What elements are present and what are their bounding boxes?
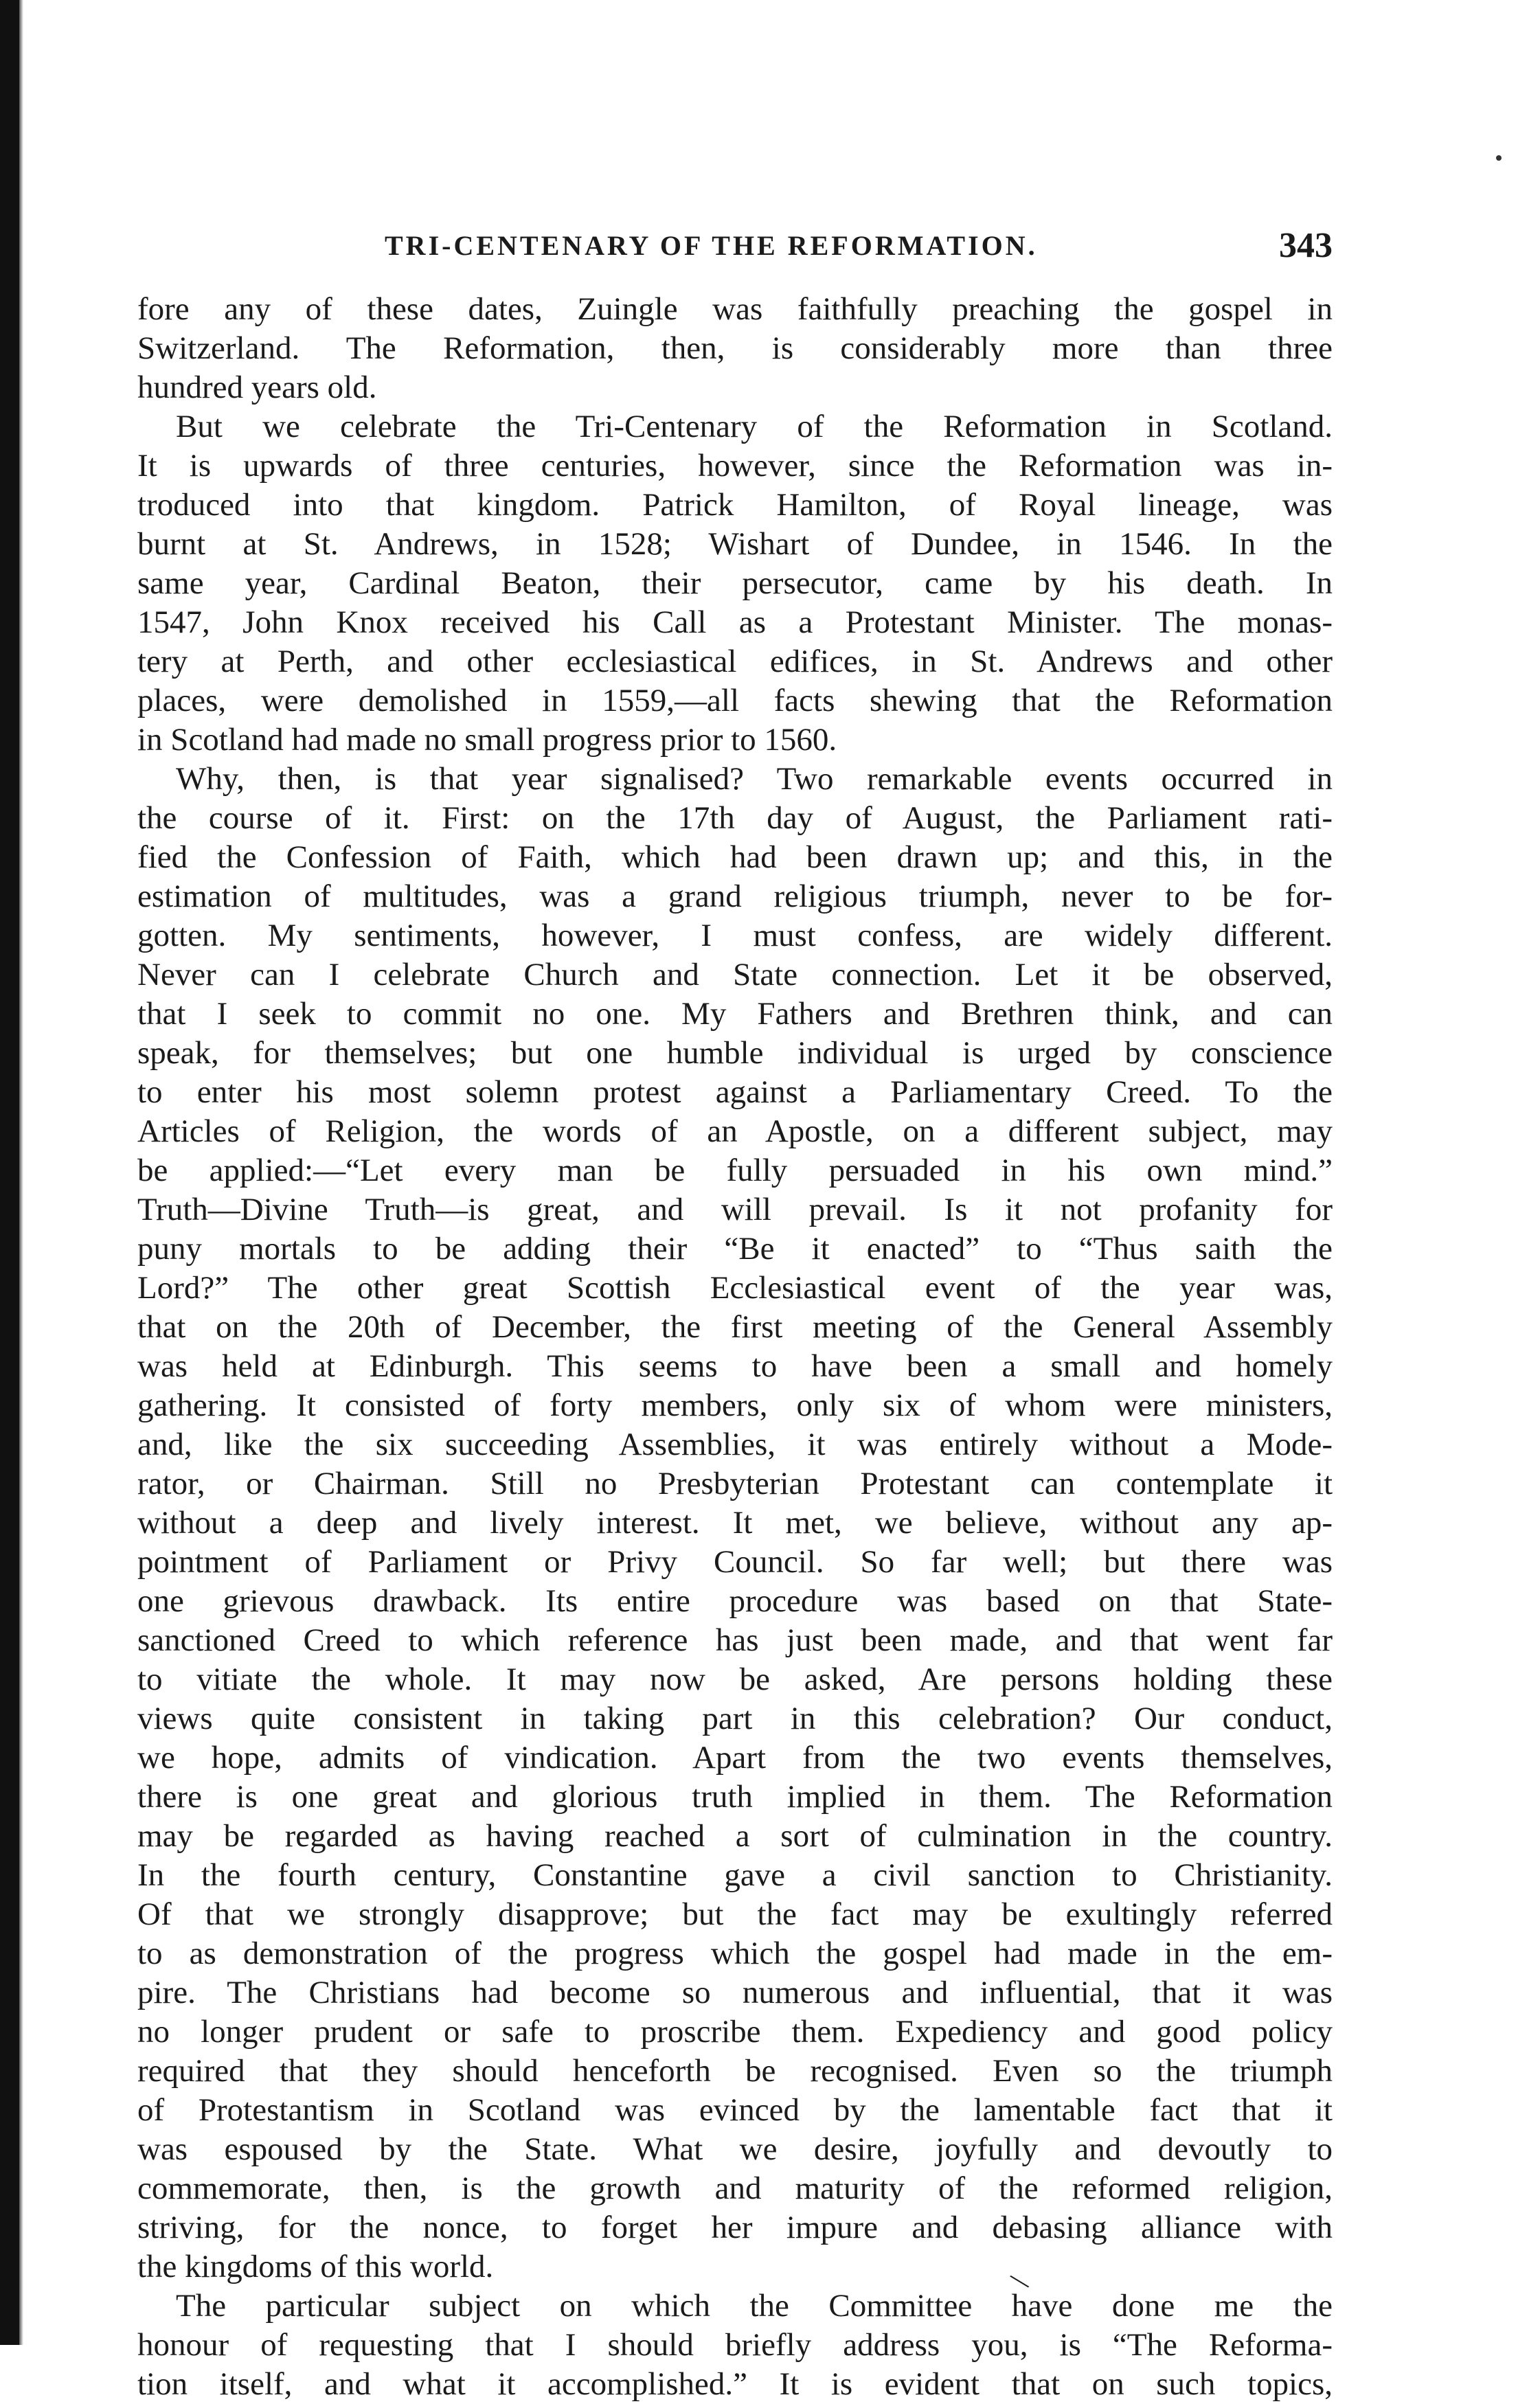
text-line: Lord?” The other great Scottish Ecclesiastical event of the year was,: [137, 1270, 1333, 1306]
page-number: 343: [1279, 226, 1333, 265]
speck-mark: [1496, 155, 1502, 161]
text-line: fore any of these dates, Zuingle was faithfully preaching the gospel in: [137, 291, 1333, 327]
text-line: speak, for themselves; but one humble individual is urged by conscience: [137, 1035, 1333, 1071]
text-line: that I seek to commit no one. My Fathers and Brethren think, and can: [137, 996, 1333, 1032]
text-line: Articles of Religion, the words of an Apostle, on a different subject, may: [137, 1113, 1333, 1149]
text-line: hundred years old.: [137, 370, 377, 405]
running-head: TRI-CENTENARY OF THE REFORMATION.: [385, 230, 1038, 261]
text-line: places, were demolished in 1559,—all facts shewing that the Reformation: [137, 683, 1333, 718]
text-line: puny mortals to be adding their “Be it enacted” to “Thus saith the: [137, 1231, 1333, 1267]
text-line: gotten. My sentiments, however, I must confess, are widely different.: [137, 918, 1333, 953]
text-line: honour of requesting that I should briefly address you, is “The Reforma-: [137, 2327, 1333, 2363]
text-line: burnt at St. Andrews, in 1528; Wishart of Dundee, in 1546. In the: [137, 526, 1333, 562]
text-line: same year, Cardinal Beaton, their persecutor, came by his death. In: [137, 565, 1333, 601]
stray-ink-mark: \: [1005, 2265, 1034, 2298]
text-line: the course of it. First: on the 17th day of August, the Parliament rati-: [137, 800, 1333, 836]
text-line: Switzerland. The Reformation, then, is considerably more than three: [137, 330, 1333, 366]
text-line: the kingdoms of this world.: [137, 2249, 494, 2284]
text-line: Of that we strongly disapprove; but the fact may be exultingly referred: [137, 1896, 1333, 1932]
text-line: It is upwards of three centuries, however, since the Reformation was in-: [137, 448, 1333, 484]
text-line: to vitiate the whole. It may now be asked, Are persons holding these: [137, 1662, 1333, 1697]
text-line: there is one great and glorious truth implied in them. The Reformation: [137, 1779, 1333, 1815]
text-line: required that they should henceforth be recognised. Even so the triumph: [137, 2053, 1333, 2089]
text-line: 1547, John Knox received his Call as a Protestant Minister. The monas-: [137, 604, 1333, 640]
text-line: estimation of multitudes, was a grand religious triumph, never to be for-: [137, 878, 1333, 914]
text-line: one grievous drawback. Its entire procedure was based on that State-: [137, 1583, 1333, 1619]
text-line: rator, or Chairman. Still no Presbyterian Protestant can contemplate it: [137, 1466, 1333, 1501]
text-line: The particular subject on which the Committee have done me the: [176, 2288, 1333, 2324]
text-line: without a deep and lively interest. It met, we believe, without any ap-: [137, 1505, 1333, 1541]
text-line: to as demonstration of the progress which the gospel had made in the em-: [137, 1936, 1333, 1971]
text-line: pointment of Parliament or Privy Council. So far well; but there was: [137, 1544, 1333, 1580]
text-line: of Protestantism in Scotland was evinced by the lamentable fact that it: [137, 2092, 1333, 2128]
text-line: But we celebrate the Tri-Centenary of the Reformation in Scotland.: [176, 409, 1333, 444]
text-line: views quite consistent in taking part in this celebration? Our conduct,: [137, 1701, 1333, 1736]
text-line: to enter his most solemn protest against a Parliamentary Creed. To the: [137, 1074, 1333, 1110]
text-line: striving, for the nonce, to forget her impure and debasing alliance with: [137, 2210, 1333, 2245]
text-line: In the fourth century, Constantine gave a civil sanction to Christianity.: [137, 1857, 1333, 1893]
text-line: be applied:—“Let every man be fully persuaded in his own mind.”: [137, 1153, 1333, 1188]
text-line: sanctioned Creed to which reference has just been made, and that went far: [137, 1622, 1333, 1658]
page-header: [137, 226, 1333, 277]
text-line: may be regarded as having reached a sort of culmination in the country.: [137, 1818, 1333, 1854]
text-line: pire. The Christians had become so numerous and influential, that it was: [137, 1975, 1333, 2010]
text-line: tery at Perth, and other ecclesiastical edifices, in St. Andrews and other: [137, 644, 1333, 679]
text-line: gathering. It consisted of forty members, only six of whom were ministers,: [137, 1387, 1333, 1423]
text-line: was held at Edinburgh. This seems to have been a small and homely: [137, 1348, 1333, 1384]
text-line: no longer prudent or safe to proscribe them. Expediency and good policy: [137, 2014, 1333, 2050]
text-line: fied the Confession of Faith, which had been drawn up; and this, in the: [137, 839, 1333, 875]
text-line: troduced into that kingdom. Patrick Hamilton, of Royal lineage, was: [137, 487, 1333, 523]
body-text: [137, 290, 1333, 2404]
gutter-shadow: [19, 0, 23, 2345]
text-line: commemorate, then, is the growth and maturity of the reformed religion,: [137, 2170, 1333, 2206]
text-line: we hope, admits of vindication. Apart from the two events themselves,: [137, 1740, 1333, 1776]
text-line: tion itself, and what it accomplished.” It is evident that on such topics,: [137, 2366, 1333, 2402]
text-line: was espoused by the State. What we desire, joyfully and devoutly to: [137, 2131, 1333, 2167]
text-line: Why, then, is that year signalised? Two remarkable events occurred in: [176, 761, 1333, 797]
text-line: Truth—Divine Truth—is great, and will prevail. Is it not profanity for: [137, 1192, 1333, 1227]
text-line: in Scotland had made no small progress prior to 1560.: [137, 722, 837, 758]
text-line: and, like the six succeeding Assemblies, it was entirely without a Mode-: [137, 1427, 1333, 1462]
binding-gutter: [0, 0, 19, 2345]
text-line: that on the 20th of December, the first meeting of the General Assembly: [137, 1309, 1333, 1345]
text-line: Never can I celebrate Church and State connection. Let it be observed,: [137, 957, 1333, 993]
